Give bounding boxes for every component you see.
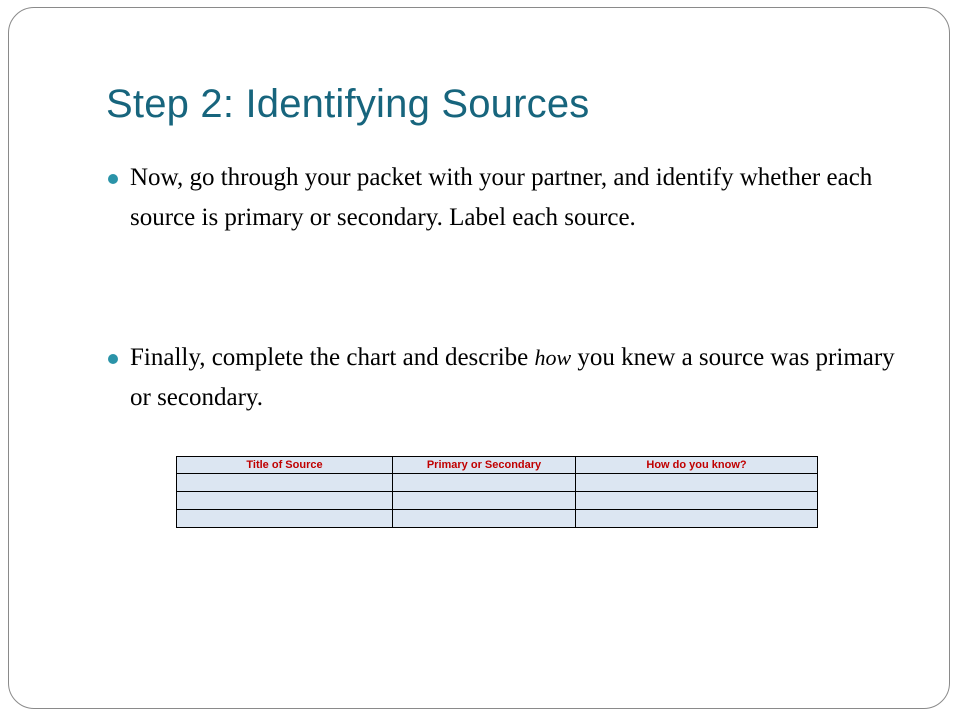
table-row xyxy=(177,474,818,492)
table-cell[interactable] xyxy=(393,474,576,492)
bullet-text xyxy=(130,338,898,418)
bullet-text-before: Finally, complete the chart and describe xyxy=(130,344,535,371)
slide-title: Step 2: Identifying Sources xyxy=(106,82,590,126)
table-cell[interactable] xyxy=(576,492,818,510)
bullet-emphasis: how xyxy=(534,345,572,370)
table-cell[interactable] xyxy=(393,492,576,510)
bullet-dot-icon xyxy=(108,354,118,364)
table-cell[interactable] xyxy=(177,474,393,492)
table-row xyxy=(177,492,818,510)
bullet-text-after: you knew a source was primary or secondary. xyxy=(130,344,895,411)
bullet-item-identify xyxy=(108,158,898,238)
table-cell[interactable] xyxy=(393,510,576,528)
header-how-do-you-know: How do you know? xyxy=(576,457,818,474)
bullet-item-complete xyxy=(108,338,898,418)
header-primary-or-secondary: Primary or Secondary xyxy=(393,457,576,474)
table-header-row xyxy=(177,457,818,474)
sources-table xyxy=(176,456,818,528)
table-cell[interactable] xyxy=(576,474,818,492)
table-cell[interactable] xyxy=(177,510,393,528)
header-title-of-source: Title of Source xyxy=(177,457,393,474)
bullet-dot-icon xyxy=(108,174,118,184)
table-cell[interactable] xyxy=(177,492,393,510)
table-cell[interactable] xyxy=(576,510,818,528)
table-row xyxy=(177,510,818,528)
bullet-text: Now, go through your packet with your partner, and identify whether each source is primary or secondary. Label each source. xyxy=(130,164,873,231)
